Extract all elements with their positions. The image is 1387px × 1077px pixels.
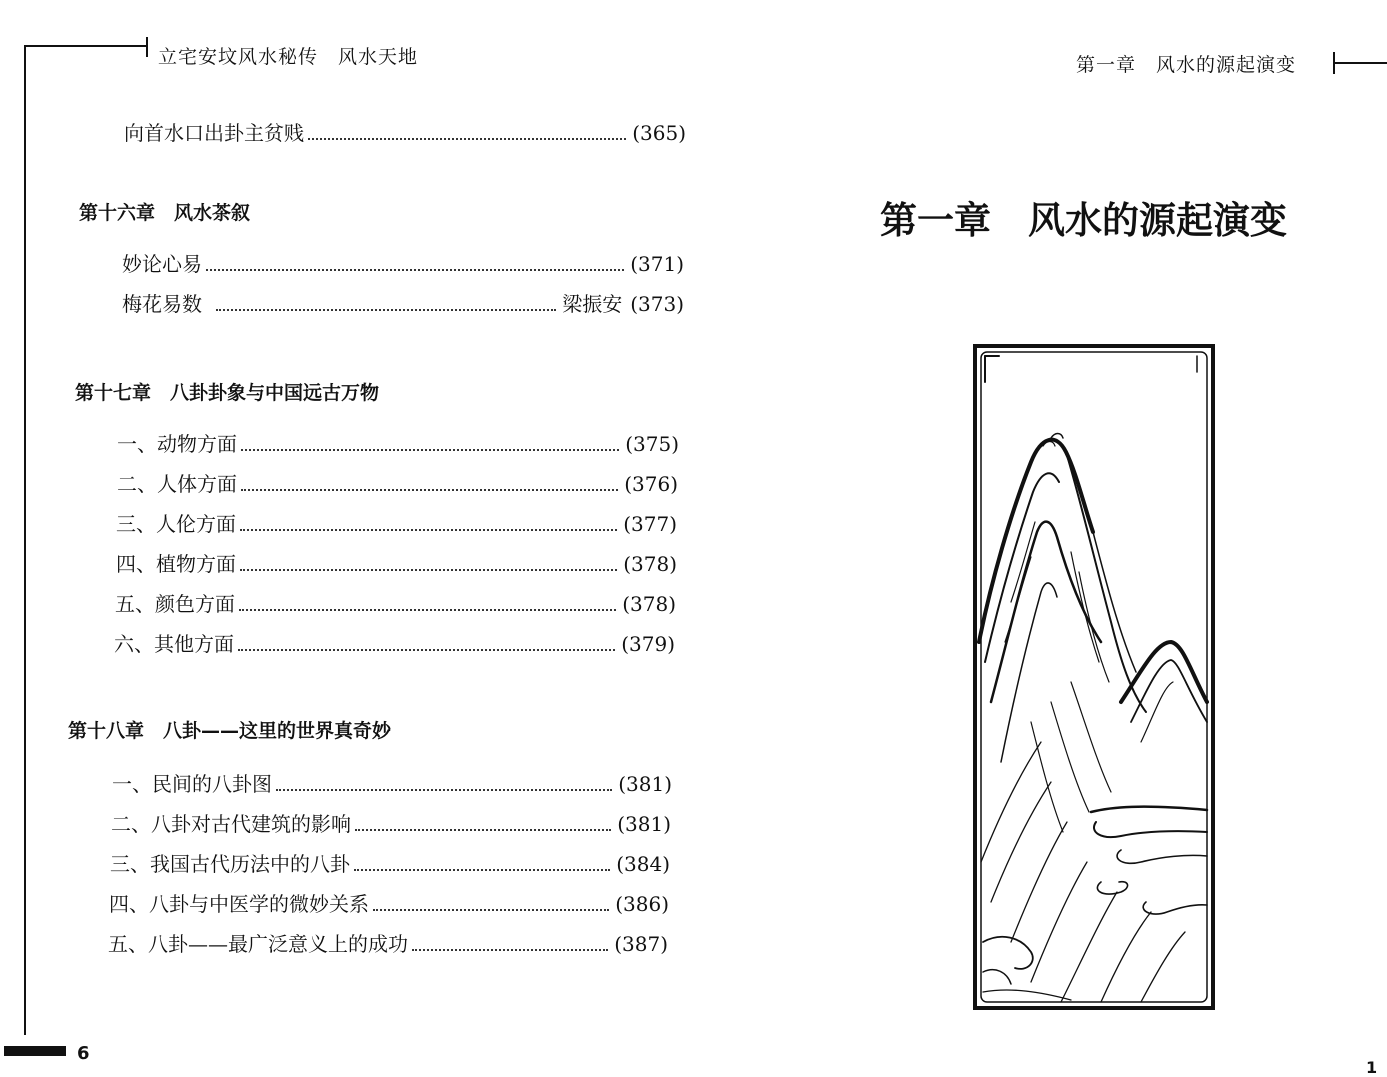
toc-entry-page: (376) xyxy=(624,472,678,496)
mountain-landscape-illustration xyxy=(971,342,1217,1012)
toc-leader xyxy=(241,449,619,451)
toc-entry-title: 一、动物方面 xyxy=(117,432,237,456)
toc-entry-title: 向首水口出卦主贫贱 xyxy=(124,121,304,145)
toc-leader xyxy=(238,649,615,651)
toc-entry-title: 四、植物方面 xyxy=(116,552,236,576)
toc-leader xyxy=(206,269,624,271)
toc-entry xyxy=(117,428,679,457)
toc-leader xyxy=(239,609,616,611)
toc-leader xyxy=(373,909,609,911)
toc-entry-page: (365) xyxy=(632,121,686,145)
toc-entry xyxy=(114,628,675,657)
toc-entry xyxy=(112,768,672,797)
toc-entry xyxy=(122,288,684,317)
toc-entry-title: 六、其他方面 xyxy=(114,632,234,656)
chapter-heading: 第十七章 八卦卦象与中国远古万物 xyxy=(75,382,380,404)
toc-entry-page: (373) xyxy=(630,292,684,316)
toc-leader xyxy=(216,309,556,311)
toc-entry xyxy=(108,928,668,957)
right-page-number: 1 xyxy=(1366,1058,1378,1077)
toc-entry-page: (378) xyxy=(622,592,676,616)
toc-leader xyxy=(308,138,626,140)
toc-entry-title: 一、民间的八卦图 xyxy=(112,772,272,796)
toc-entry-page: (379) xyxy=(621,632,675,656)
chapter-heading: 第十八章 八卦——这里的世界真奇妙 xyxy=(68,720,392,742)
toc-entry-author: 梁振安 xyxy=(562,292,623,316)
toc-leader xyxy=(241,489,618,491)
toc-entry-title: 梅花易数 xyxy=(122,292,202,316)
toc-entry-title: 二、人体方面 xyxy=(117,472,237,496)
toc-leader xyxy=(240,529,617,531)
toc-leader xyxy=(240,569,617,571)
toc-entry xyxy=(115,588,676,617)
toc-entry-page: (387) xyxy=(614,932,668,956)
left-margin-rule xyxy=(24,45,26,1035)
toc-entry-title: 三、人伦方面 xyxy=(116,512,236,536)
toc-entry-title: 四、八卦与中医学的微妙关系 xyxy=(109,892,369,916)
toc-entry-page: (377) xyxy=(623,512,677,536)
toc-entry-page: (381) xyxy=(617,812,671,836)
left-header-tick xyxy=(146,37,148,57)
toc-entry xyxy=(110,848,670,877)
toc-entry-title: 三、我国古代历法中的八卦 xyxy=(110,852,350,876)
toc-entry xyxy=(111,808,671,837)
toc-entry xyxy=(116,508,677,537)
toc-entry-title: 五、八卦——最广泛意义上的成功 xyxy=(108,932,408,956)
toc-entry-page: (381) xyxy=(618,772,672,796)
left-running-header: 立宅安坟风水秘传 风水天地 xyxy=(158,46,419,68)
left-header-rule xyxy=(26,45,146,47)
toc-entry xyxy=(124,117,686,146)
toc-leader xyxy=(412,949,608,951)
toc-leader xyxy=(355,829,611,831)
right-running-header: 第一章 风水的源起演变 xyxy=(1076,54,1297,76)
toc-entry xyxy=(116,548,677,577)
toc-entry-title: 妙论心易 xyxy=(122,252,202,276)
toc-entry-page: (384) xyxy=(616,852,670,876)
toc-entry-page: (371) xyxy=(630,252,684,276)
toc-entry xyxy=(122,248,684,277)
toc-entry-page: (375) xyxy=(625,432,679,456)
toc-leader xyxy=(276,789,612,791)
toc-entry-title: 五、颜色方面 xyxy=(115,592,235,616)
toc-entry-title: 二、八卦对古代建筑的影响 xyxy=(111,812,351,836)
chapter-title: 第一章 风水的源起演变 xyxy=(880,199,1287,242)
left-page-number: 6 xyxy=(77,1043,90,1064)
toc-entry-page: (378) xyxy=(623,552,677,576)
toc-entry xyxy=(117,468,678,497)
toc-leader xyxy=(354,869,610,871)
toc-entry-page: (386) xyxy=(615,892,669,916)
right-header-rule xyxy=(1335,62,1387,64)
chapter-heading: 第十六章 风水茶叙 xyxy=(79,202,251,224)
toc-entry xyxy=(109,888,669,917)
left-footer-bar xyxy=(4,1046,66,1056)
